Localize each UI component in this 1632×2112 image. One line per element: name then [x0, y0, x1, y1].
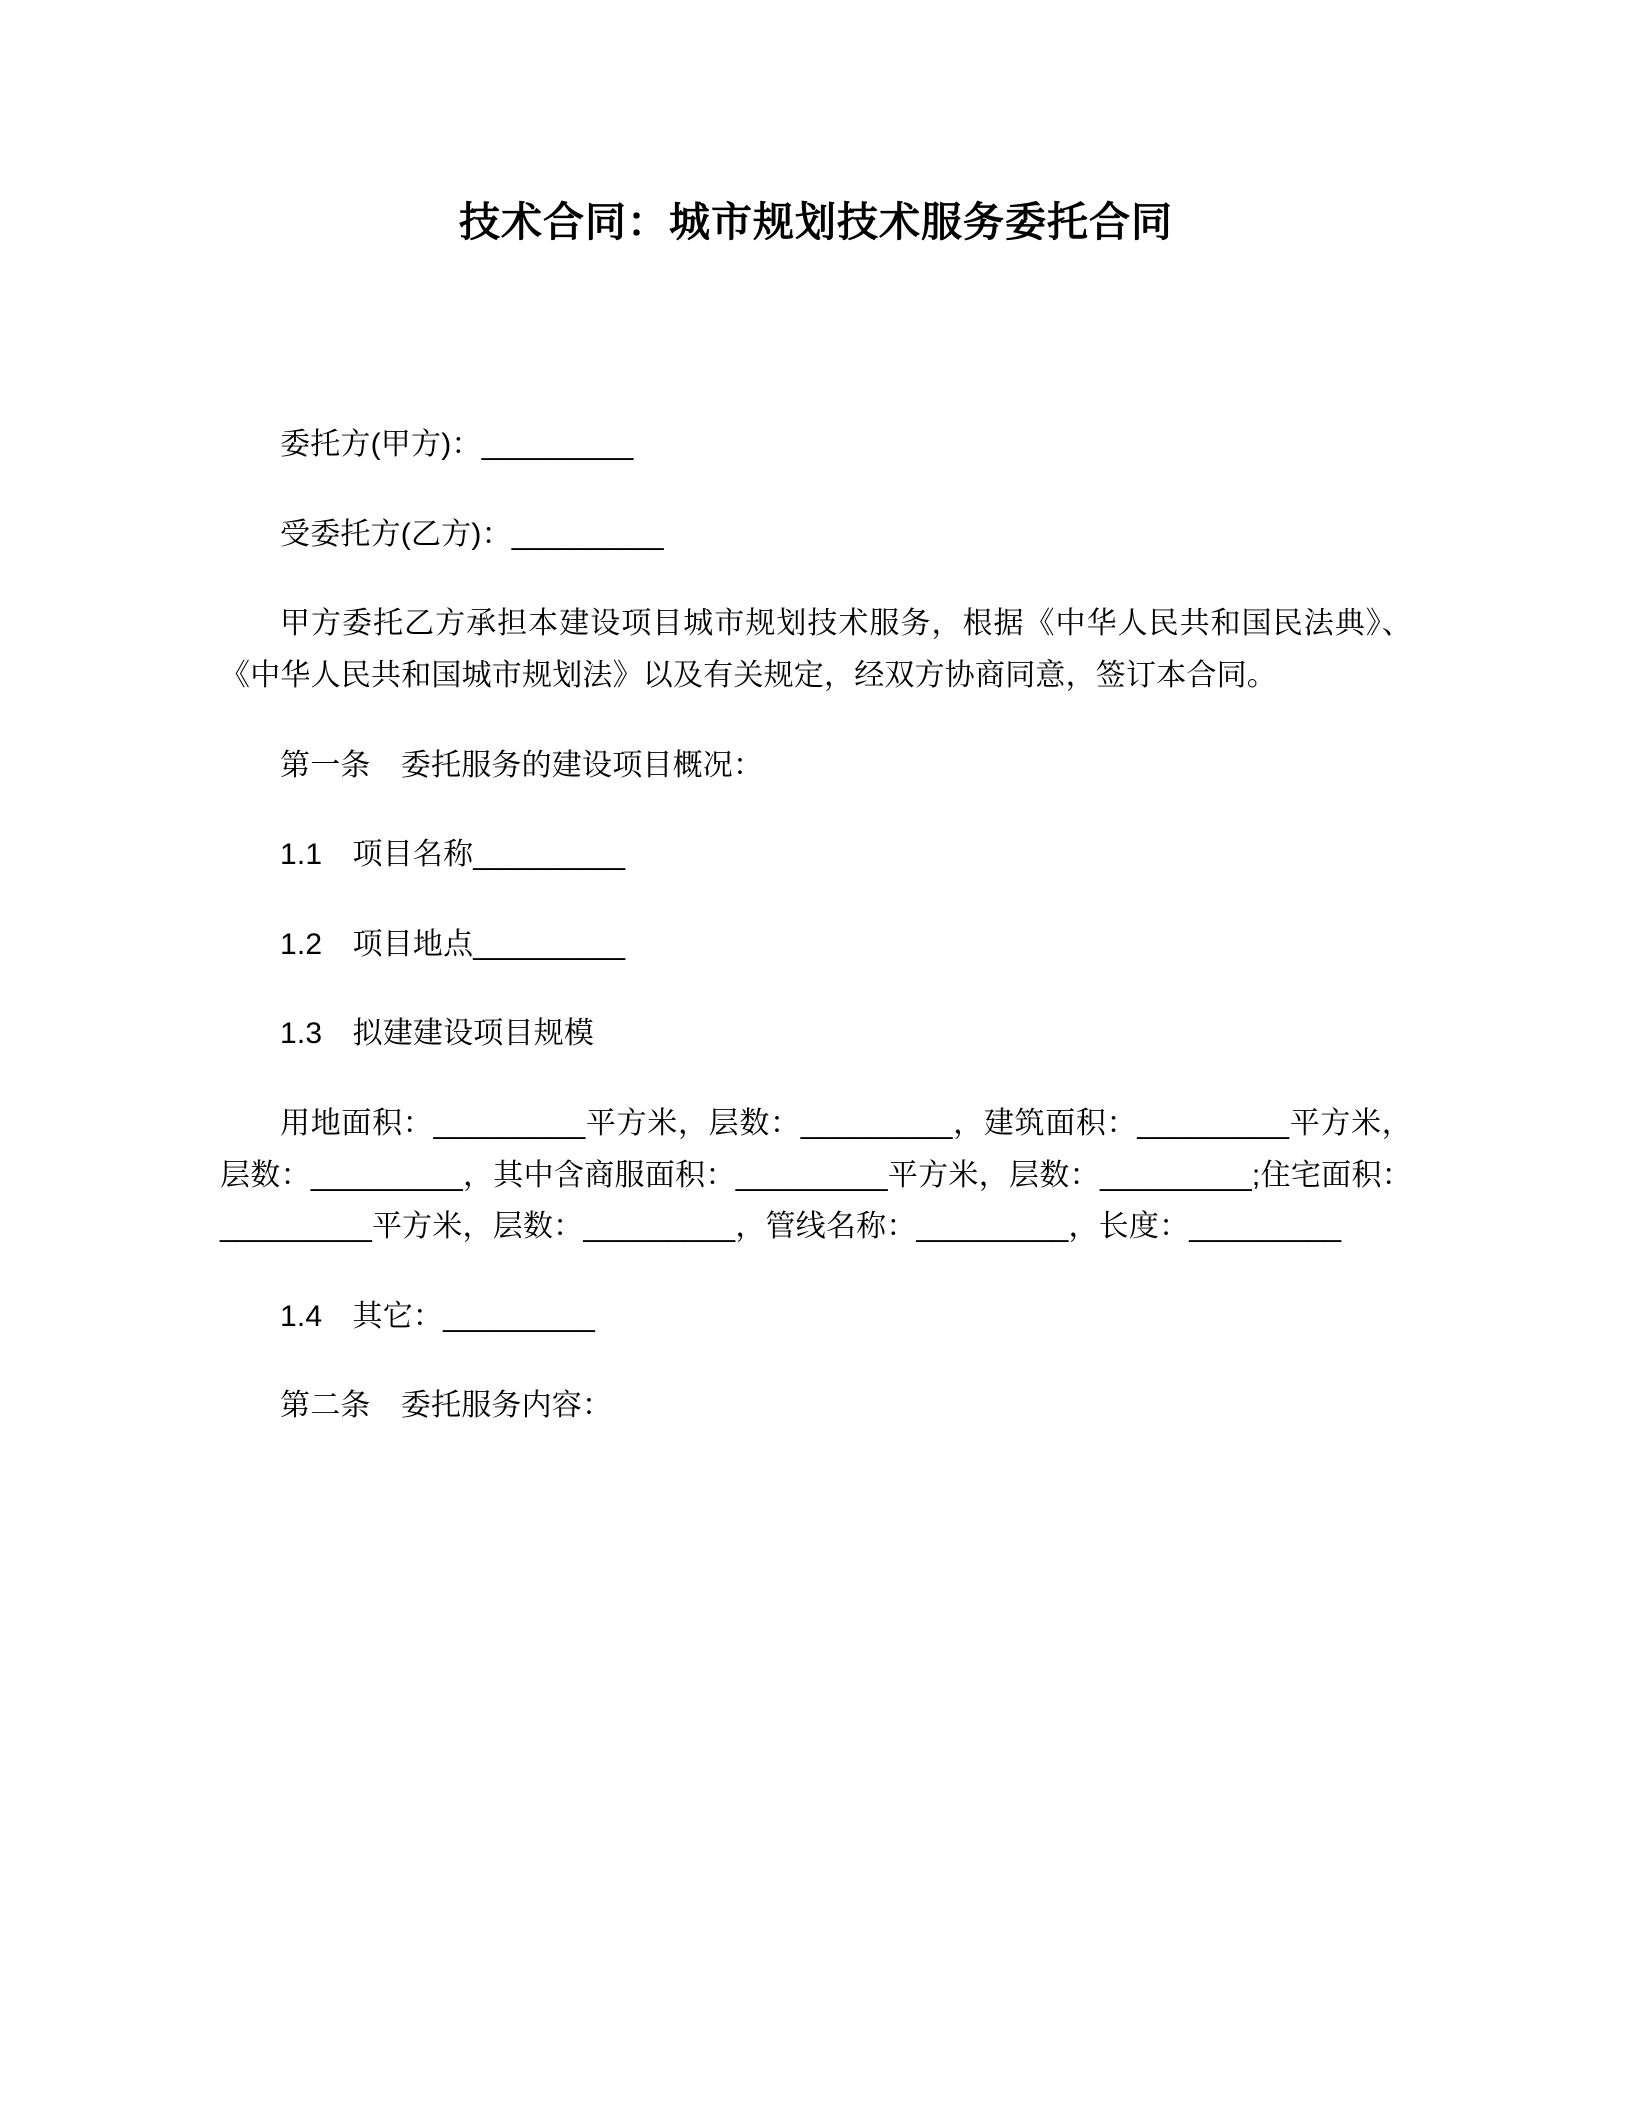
- paragraph-item-1-3: 1.3 拟建建设项目规模: [280, 1017, 595, 1051]
- paragraph-item-1-4: 1.4 其它：_________: [280, 1299, 596, 1333]
- paragraph-article-2: 第二条 委托服务内容：: [280, 1389, 613, 1423]
- paragraph-preamble: 甲方委托乙方承担本建设项目城市规划技术服务，根据《中华人民共和国民法典》、《中华人民共和国城市规划法》以及有关规定，经双方协商同意，签订本合同。: [220, 607, 1412, 693]
- paragraph-item-1-1: 1.1 项目名称_________: [280, 838, 626, 872]
- paragraph-party-b: 受委托方(乙方)：_________: [280, 517, 664, 551]
- paragraph-article-1: 第一条 委托服务的建设项目概况：: [280, 748, 764, 782]
- paragraph-item-1-2: 1.2 项目地点_________: [280, 927, 626, 961]
- page-title: 技术合同：城市规划技术服务委托合同: [459, 199, 1173, 245]
- document-body: [220, 419, 1412, 1432]
- paragraph-party-a: 委托方(甲方)：_________: [280, 428, 634, 462]
- paragraph-scale-detail: 用地面积：_________平方米，层数：_________，建筑面积：_________平方米，层数：_________，其中含商服面积：_________平方米，层数：_________;住宅面积：_________平方米，层数：_________，管线名称：_________，长度：_________: [220, 1107, 1412, 1244]
